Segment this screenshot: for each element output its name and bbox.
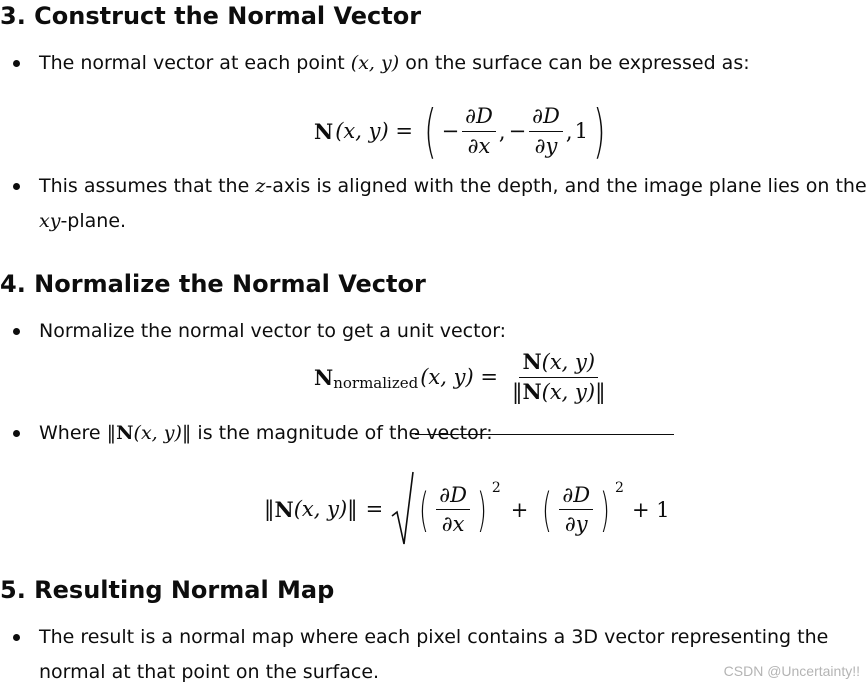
right-paren: ) [593, 97, 606, 165]
section-4-heading: 4. Normalize the Normal Vector [0, 270, 426, 298]
fraction-N-over-magnitude: $\frac{N(x, y)}{‖N(x, y)‖}$ [511, 349, 606, 404]
fraction-dD-dy: $\frac{\partial D}{\partial y}$ [529, 104, 563, 157]
sqrt-radicand: ( $\frac{\partial D}{\partial x}$ ) 2 + ( $\frac{\partial D}{\partial y}$ ) 2 + 1 [415, 434, 673, 511]
bullet-icon [13, 430, 20, 437]
bullet-icon [13, 328, 20, 335]
normalized-vector-equation: N normalized (x, y) = $\frac{N(x, y)}{‖N(x, y)‖}$ [314, 344, 612, 410]
watermark: CSDN @Uncertainty!! [723, 663, 860, 679]
section-3-bullet-1: The normal vector at each point (x, y) on the surface can be expressed as: [39, 52, 750, 74]
section-4-bullet-2: Where ‖N(x, y)‖ is the magnitude of the vector: [39, 422, 493, 444]
sqrt-radical-icon [391, 470, 415, 548]
bullet-icon [13, 634, 20, 641]
left-paren: ( [424, 97, 437, 165]
bullet-icon [13, 60, 20, 67]
bullet-icon [13, 183, 20, 190]
section-5-bullet-1: The result is a normal map where each pixel contains a 3D vector representing the normal at that point on the surface. [39, 626, 829, 683]
section-4-bullet-1: Normalize the normal vector to get a unit vector: [39, 320, 507, 342]
fraction-dD-dx: $\frac{\partial D}{\partial x}$ [462, 104, 496, 157]
magnitude-equation: ‖ N (x, y) ‖ = ( $\frac{\partial D}{\partial x}$ ) 2 + ( $\frac{\partial D}{\partial y}$ ) 2 + 1 [264, 470, 674, 548]
inline-math-xy: (x, y) [350, 52, 400, 74]
normal-vector-equation: N (x, y) = ( − $\frac{\partial D}{\partial x}$ , − $\frac{\partial D}{\partial y}$ , 1 ) [314, 97, 606, 165]
section-5-heading: 5. Resulting Normal Map [0, 576, 335, 604]
section-3-bullet-2: This assumes that the z-axis is aligned with the depth, and the image plane lies on the xy-plane. [39, 175, 867, 232]
section-3-heading: 3. Construct the Normal Vector [0, 2, 422, 30]
